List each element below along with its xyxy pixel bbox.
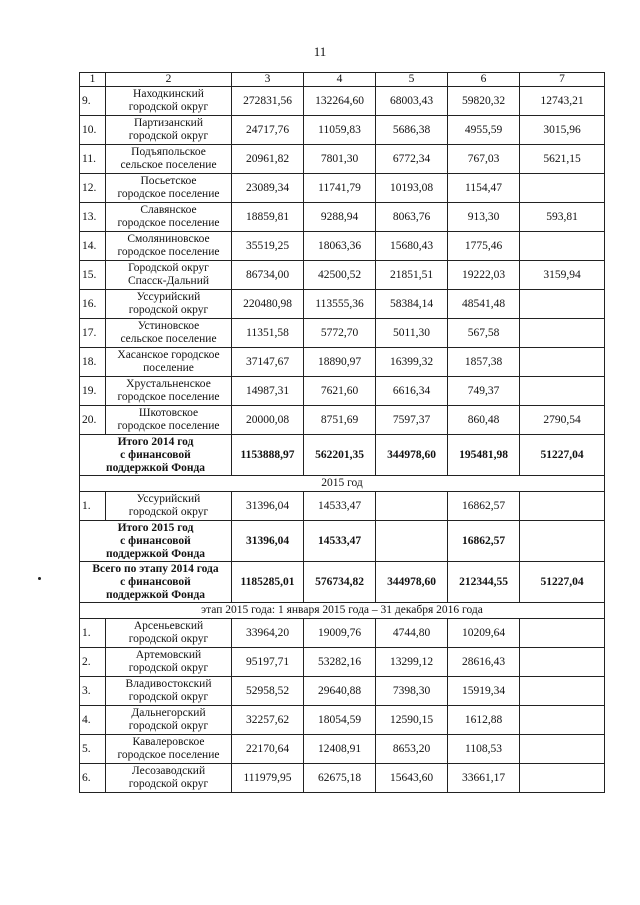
section-2015-title-row [80,476,605,492]
municipality-name-line: городское поселение [117,420,220,432]
value-cell-c5: 6772,34 [376,145,448,174]
value-cell-c7 [520,764,605,793]
value-cell-c4: 11059,83 [304,116,376,145]
value-cell-c5: 8653,20 [376,735,448,764]
table-row [80,174,605,203]
value-cell-c7: 2790,54 [520,406,605,435]
municipality-name-line: Хрустальненское [126,378,211,390]
value-cell-c5: 5686,38 [376,116,448,145]
row-number: 4. [80,706,106,735]
total-label-cell [80,435,232,476]
row-number: 15. [80,261,106,290]
value-cell-c3: 31396,04 [232,492,304,521]
value-cell-c3: 20961,82 [232,145,304,174]
value-cell-c4: 8751,69 [304,406,376,435]
municipality-name-cell [106,677,232,706]
municipality-name-cell [106,145,232,174]
value-cell-c4: 576734,82 [304,562,376,603]
value-cell-c6: 195481,98 [448,435,520,476]
municipality-name-line: городской округ [128,633,209,645]
municipality-name-line: Городской округ [128,262,209,274]
row-number: 19. [80,377,106,406]
municipality-name-line: Устиновское [137,320,200,332]
municipality-name-line: городской округ [128,506,209,518]
value-cell-c5: 15680,43 [376,232,448,261]
value-cell-c7 [520,319,605,348]
row-number: 16. [80,290,106,319]
municipality-name-line: городское поселение [117,749,220,761]
row-number: 20. [80,406,106,435]
value-cell-c4: 62675,18 [304,764,376,793]
value-cell-c7 [520,648,605,677]
municipality-name-line: Кавалеровское [132,736,205,748]
value-cell-c6: 1154,47 [448,174,520,203]
value-cell-c5: 4744,80 [376,619,448,648]
total-label-line: поддержкой Фонда [105,547,206,560]
value-cell-c3: 35519,25 [232,232,304,261]
municipality-name-cell [106,377,232,406]
value-cell-c5: 8063,76 [376,203,448,232]
table-row [80,377,605,406]
municipality-name-line: городской округ [128,778,209,790]
value-cell-c6: 16862,57 [448,492,520,521]
row-number: 13. [80,203,106,232]
municipality-name-cell [106,232,232,261]
value-cell-c7 [520,706,605,735]
municipality-name-line: Уссурийский [136,291,201,303]
table-row [80,145,605,174]
total-label-line: Итого 2015 год [117,521,194,534]
municipalities-financing-table [79,72,605,793]
municipality-name-cell [106,648,232,677]
value-cell-c3: 22170,64 [232,735,304,764]
municipality-name-line: Артемовский [135,649,202,661]
value-cell-c6: 913,30 [448,203,520,232]
value-cell-c4: 11741,79 [304,174,376,203]
value-cell-c4: 113555,36 [304,290,376,319]
margin-dot [38,577,41,580]
value-cell-c3: 23089,34 [232,174,304,203]
value-cell-c3: 24717,76 [232,116,304,145]
total-2014-row [80,435,605,476]
value-cell-c4: 9288,94 [304,203,376,232]
total-label-line: с финансовой [120,575,191,588]
municipality-name-line: городское поселение [117,188,220,200]
table-row [80,232,605,261]
value-cell-c7: 5621,15 [520,145,605,174]
municipality-name-line: городской округ [128,101,209,113]
value-cell-c7 [520,735,605,764]
value-cell-c3: 33964,20 [232,619,304,648]
header-cell: 2 [106,73,232,87]
value-cell-c6: 16862,57 [448,521,520,562]
municipality-name-line: Хасанское городское [117,349,220,361]
header-row [80,73,605,87]
value-cell-c3: 11351,58 [232,319,304,348]
municipality-name-line: городское поселение [117,217,220,229]
value-cell-c3: 32257,62 [232,706,304,735]
municipality-name-line: Славянское [140,204,197,216]
value-cell-c7: 12743,21 [520,87,605,116]
value-cell-c6: 19222,03 [448,261,520,290]
value-cell-c3: 31396,04 [232,521,304,562]
row-number: 18. [80,348,106,377]
value-cell-c7 [520,232,605,261]
municipality-name-cell [106,619,232,648]
grand-total-row [80,562,605,603]
value-cell-c6: 48541,48 [448,290,520,319]
value-cell-c5: 58384,14 [376,290,448,319]
value-cell-c5: 13299,12 [376,648,448,677]
value-cell-c6: 1108,53 [448,735,520,764]
total-2015-row [80,521,605,562]
municipality-name-line: Владивостокский [125,678,212,690]
municipality-name-cell [106,348,232,377]
municipality-name-cell [106,706,232,735]
municipality-name-cell [106,203,232,232]
row-number: 1. [80,619,106,648]
total-label-line: Всего по этапу 2014 года [92,562,219,575]
row-number: 2. [80,648,106,677]
value-cell-c5: 344978,60 [376,435,448,476]
value-cell-c7 [520,492,605,521]
municipality-name-line: сельское поселение [120,159,217,171]
value-cell-c5: 7398,30 [376,677,448,706]
value-cell-c5: 10193,08 [376,174,448,203]
header-cell: 1 [80,73,106,87]
value-cell-c3: 37147,67 [232,348,304,377]
value-cell-c7 [520,377,605,406]
value-cell-c6: 59820,32 [448,87,520,116]
value-cell-c3: 20000,08 [232,406,304,435]
row-number: 14. [80,232,106,261]
value-cell-c5: 16399,32 [376,348,448,377]
value-cell-c5: 21851,51 [376,261,448,290]
value-cell-c4: 562201,35 [304,435,376,476]
municipality-name-cell [106,735,232,764]
row-number: 3. [80,677,106,706]
value-cell-c5 [376,492,448,521]
row-number: 17. [80,319,106,348]
total-label-line: поддержкой Фонда [105,588,206,601]
value-cell-c7 [520,290,605,319]
total-label-line: с финансовой [120,534,191,547]
municipality-name-line: Посьетское [140,175,197,187]
value-cell-c7: 3015,96 [520,116,605,145]
total-label-line: поддержкой Фонда [105,461,206,474]
row-number: 9. [80,87,106,116]
table-row [80,203,605,232]
value-cell-c4: 18890,97 [304,348,376,377]
municipality-name-line: Уссурийский [136,493,201,505]
value-cell-c7 [520,677,605,706]
value-cell-c4: 19009,76 [304,619,376,648]
municipality-name-line: Находкинский [133,88,204,100]
municipality-name-line: Спасск-Дальний [127,275,210,287]
municipality-name-line: городской округ [128,691,209,703]
value-cell-c4: 53282,16 [304,648,376,677]
municipality-name-cell [106,764,232,793]
table-row [80,648,605,677]
value-cell-c4: 5772,70 [304,319,376,348]
municipality-name-cell [106,290,232,319]
municipality-name-line: сельское поселение [120,333,217,345]
value-cell-c7: 3159,94 [520,261,605,290]
value-cell-c6: 1775,46 [448,232,520,261]
value-cell-c3: 95197,71 [232,648,304,677]
value-cell-c4: 29640,88 [304,677,376,706]
municipality-name-line: городской округ [128,304,209,316]
municipality-name-cell [106,406,232,435]
value-cell-c4: 7801,30 [304,145,376,174]
municipality-name-cell [106,174,232,203]
value-cell-c5: 6616,34 [376,377,448,406]
section-2015-title: 2015 год [80,476,605,492]
value-cell-c3: 14987,31 [232,377,304,406]
value-cell-c7: 593,81 [520,203,605,232]
row-number: 5. [80,735,106,764]
value-cell-c7: 51227,04 [520,435,605,476]
table-row [80,87,605,116]
value-cell-c4: 18063,36 [304,232,376,261]
table-row [80,619,605,648]
value-cell-c5: 7597,37 [376,406,448,435]
value-cell-c4: 14533,47 [304,492,376,521]
table-row [80,677,605,706]
value-cell-c7: 51227,04 [520,562,605,603]
row-number: 11. [80,145,106,174]
municipality-name-line: Шкотовское [138,407,199,419]
municipality-name-cell [106,261,232,290]
table-row [80,319,605,348]
value-cell-c5: 15643,60 [376,764,448,793]
value-cell-c3: 52958,52 [232,677,304,706]
stage-2015-title-row [80,603,605,619]
row-number: 10. [80,116,106,145]
value-cell-c5: 5011,30 [376,319,448,348]
municipality-name-line: городской округ [128,720,209,732]
table-row [80,290,605,319]
value-cell-c3: 1185285,01 [232,562,304,603]
page-number: 11 [313,44,327,59]
value-cell-c6: 28616,43 [448,648,520,677]
value-cell-c6: 1612,88 [448,706,520,735]
value-cell-c5: 344978,60 [376,562,448,603]
value-cell-c7 [520,174,605,203]
stage-2015-title: этап 2015 года: 1 января 2015 года – 31 декабря 2016 года [80,603,605,619]
municipality-name-line: городское поселение [117,391,220,403]
value-cell-c6: 1857,38 [448,348,520,377]
value-cell-c6: 749,37 [448,377,520,406]
municipality-name-cell [106,87,232,116]
municipality-name-line: Смоляниновское [127,233,210,245]
header-cell: 6 [448,73,520,87]
municipality-name-line: Лесозаводский [131,765,206,777]
municipality-name-line: Подъяпольское [131,146,206,158]
value-cell-c6: 15919,34 [448,677,520,706]
value-cell-c3: 220480,98 [232,290,304,319]
table-row [80,116,605,145]
municipality-name-line: Дальнегорский [131,707,206,719]
value-cell-c7 [520,521,605,562]
value-cell-c6: 212344,55 [448,562,520,603]
value-cell-c3: 1153888,97 [232,435,304,476]
header-cell: 5 [376,73,448,87]
municipality-name-cell [106,492,232,521]
table-row [80,406,605,435]
value-cell-c5 [376,521,448,562]
row-number: 6. [80,764,106,793]
value-cell-c4: 12408,91 [304,735,376,764]
value-cell-c3: 86734,00 [232,261,304,290]
header-cell: 3 [232,73,304,87]
municipality-name-line: поселение [143,362,194,374]
value-cell-c7 [520,348,605,377]
value-cell-c5: 68003,43 [376,87,448,116]
table-row [80,348,605,377]
municipality-name-line: Арсеньевский [133,620,204,632]
value-cell-c5: 12590,15 [376,706,448,735]
row-number: 1. [80,492,106,521]
value-cell-c3: 111979,95 [232,764,304,793]
value-cell-c6: 567,58 [448,319,520,348]
value-cell-c6: 860,48 [448,406,520,435]
value-cell-c4: 7621,60 [304,377,376,406]
value-cell-c6: 10209,64 [448,619,520,648]
value-cell-c4: 132264,60 [304,87,376,116]
table-row [80,492,605,521]
table-row [80,706,605,735]
value-cell-c3: 18859,81 [232,203,304,232]
value-cell-c3: 272831,56 [232,87,304,116]
header-cell: 4 [304,73,376,87]
table-row [80,261,605,290]
header-cell: 7 [520,73,605,87]
municipality-name-line: городское поселение [117,246,220,258]
total-label-cell [80,562,232,603]
municipality-name-line: Партизанский [134,117,203,129]
row-number: 12. [80,174,106,203]
value-cell-c4: 42500,52 [304,261,376,290]
municipality-name-cell [106,319,232,348]
municipality-name-line: городской округ [128,662,209,674]
table-row [80,764,605,793]
table-body [80,73,605,793]
value-cell-c4: 18054,59 [304,706,376,735]
value-cell-c7 [520,619,605,648]
table-row [80,735,605,764]
total-label-line: Итого 2014 год [117,435,194,448]
municipality-name-cell [106,116,232,145]
value-cell-c6: 33661,17 [448,764,520,793]
value-cell-c4: 14533,47 [304,521,376,562]
value-cell-c6: 4955,59 [448,116,520,145]
total-label-cell [80,521,232,562]
municipality-name-line: городской округ [128,130,209,142]
total-label-line: с финансовой [120,448,191,461]
value-cell-c6: 767,03 [448,145,520,174]
